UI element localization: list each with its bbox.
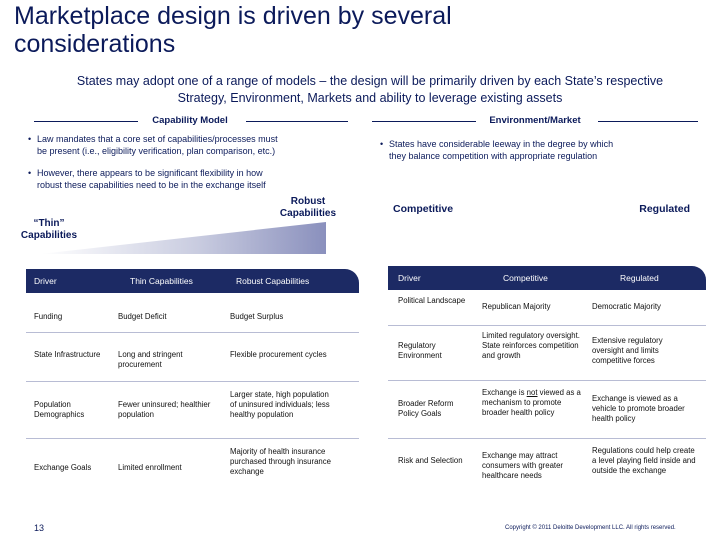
environment-row-4-driver: Risk and Selection	[398, 456, 463, 465]
capability-header-thin: Thin Capabilities	[130, 276, 193, 286]
environment-header-competitive: Competitive	[503, 273, 548, 283]
environment-row-1-competitive: Republican Majority	[482, 302, 551, 311]
capability-table-header	[26, 269, 359, 293]
capability-row-2-driver: State Infrastructure	[34, 350, 101, 359]
capability-row-3-thin: Fewer uninsured; healthier population	[118, 400, 211, 419]
capability-row-1-thin: Budget Deficit	[118, 312, 167, 321]
environment-market-heading: Environment/Market	[489, 115, 581, 126]
subtitle-line-2: Strategy, Environment, Markets and ability to leverage existing assets	[177, 91, 563, 105]
capability-bullet-2: • However, there appears to be significant flexibility in how robust these capabilities need to be in the exchange itself	[28, 167, 358, 191]
environment-row-1-regulated: Democratic Majority	[592, 302, 661, 311]
environment-row-3-regulated: Exchange is viewed as a vehicle to promote broader health policy	[592, 394, 685, 423]
thin-capabilities-label	[14, 218, 84, 242]
environment-row-divider	[388, 380, 706, 381]
capability-model-heading: Capability Model	[152, 115, 228, 126]
environment-bullet-1: • States have considerable leeway in the degree by which they balance competition with appropriate regulation	[380, 138, 710, 162]
capability-row-divider	[26, 438, 359, 439]
environment-row-2-driver: Regulatory Environment	[398, 341, 442, 360]
page-subtitle	[20, 73, 720, 107]
environment-row-3-driver: Broader Reform Policy Goals	[398, 399, 454, 418]
environment-heading-rule-left	[372, 121, 476, 122]
environment-bullet-1-line-1: States have considerable leeway in the degree by which	[389, 139, 614, 149]
capability-bullet-2-line-1: However, there appears to be significant flexibility in how	[37, 168, 263, 178]
environment-row-1-driver: Political Landscape	[398, 296, 466, 305]
environment-row-4-competitive: Exchange may attract consumers with greater healthcare needs	[482, 451, 564, 480]
environment-row-2-competitive: Limited regulatory oversight. State reinforces competition and growth	[482, 331, 580, 360]
capability-row-divider	[26, 332, 359, 333]
capability-heading-rule-right	[246, 121, 348, 122]
capability-bullet-1-line-2: be present (i.e., eligibility verification, plan comparison, etc.)	[37, 146, 276, 156]
capability-bullet-1-line-1: Law mandates that a core set of capabilities/processes must	[37, 134, 278, 144]
capability-header-robust: Robust Capabilities	[236, 276, 310, 286]
capability-bullet-1: • Law mandates that a core set of capabilities/processes must be present (i.e., eligibility verification, plan comparison, etc.)	[28, 133, 358, 157]
environment-header-driver: Driver	[398, 273, 421, 283]
capability-row-3-driver: Population Demographics	[34, 400, 85, 419]
capability-row-1-robust: Budget Surplus	[230, 312, 284, 321]
thin-label-line-2: Capabilities	[20, 230, 78, 241]
robust-label-line-1: Robust	[290, 196, 326, 207]
subtitle-line-1: States may adopt one of a range of models – the design will be primarily driven by each State’s respective	[76, 74, 664, 88]
environment-row-2-regulated: Extensive regulatory oversight and limits competitive forces	[592, 336, 663, 365]
capability-row-3-robust: Larger state, high population of uninsured individuals; less healthy population	[230, 390, 330, 419]
capability-row-4-driver: Exchange Goals	[34, 463, 92, 472]
page-number: 13	[34, 523, 45, 533]
environment-row-divider	[388, 438, 706, 439]
copyright-notice: Copyright © 2011 Deloitte Development LLC. All rights reserved.	[505, 525, 676, 531]
capability-row-1-driver: Funding	[34, 312, 63, 321]
capability-row-4-robust: Majority of health insurance purchased through insurance exchange	[230, 447, 331, 476]
environment-bullet-1-line-2: they balance competition with appropriate regulation	[389, 151, 598, 161]
capability-row-2-thin: Long and stringent procurement	[118, 350, 183, 369]
capability-row-2-robust: Flexible procurement cycles	[230, 350, 327, 359]
environment-table-header	[388, 266, 706, 290]
capability-bullet-2-line-2: robust these capabilities need to be in the exchange itself	[37, 180, 266, 190]
regulated-label: Regulated	[639, 203, 690, 215]
robust-label-line-2: Capabilities	[279, 208, 337, 219]
environment-header-regulated: Regulated	[620, 273, 659, 283]
robust-capabilities-label	[268, 196, 348, 220]
page-title-line-1: Marketplace design is driven by several	[14, 2, 452, 30]
environment-row-3-competitive: Exchange is not viewed as a mechanism to promote broader health policy	[482, 388, 581, 417]
environment-row-4-regulated: Regulations could help create a level playing field inside and outside the exchange	[592, 446, 696, 475]
capability-heading-rule-left	[34, 121, 138, 122]
competitive-label: Competitive	[393, 203, 454, 215]
environment-row-divider	[388, 325, 706, 326]
capability-row-divider	[26, 381, 359, 382]
capability-header-driver: Driver	[34, 276, 57, 286]
capability-row-4-thin: Limited enrollment	[118, 463, 182, 472]
page-title-line-2: considerations	[14, 30, 176, 58]
page-title	[14, 2, 714, 58]
thin-label-line-1: “Thin”	[33, 218, 65, 229]
environment-heading-rule-right	[598, 121, 698, 122]
